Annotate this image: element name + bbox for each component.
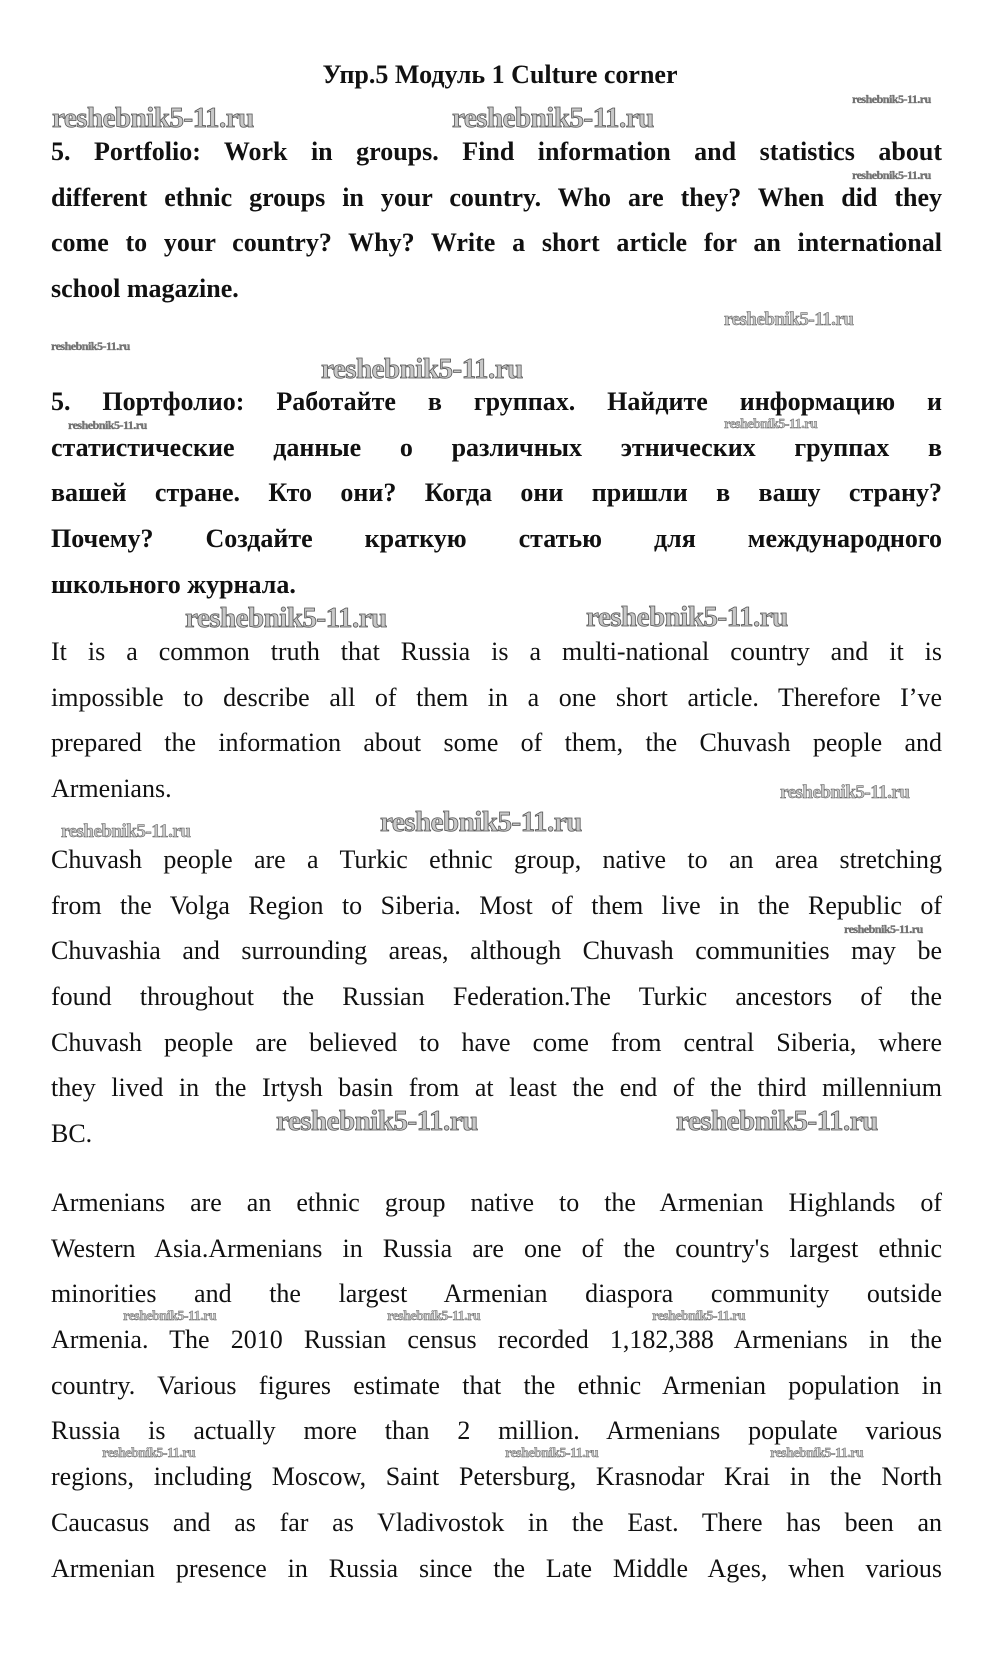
- article-line: Armenians.: [51, 774, 172, 804]
- watermark: reshebnik5-11.ru: [52, 102, 254, 134]
- watermark: reshebnik5-11.ru: [770, 1446, 864, 1461]
- task-line: вашей стране. Кто они? Когда они пришли в вашу страну?: [51, 478, 942, 508]
- watermark: reshebnik5-11.ru: [123, 1309, 217, 1324]
- task-line: 5. Portfolio: Work in groups. Find information and statistics about: [51, 137, 942, 166]
- page-title: Упр.5 Модуль 1 Culture corner: [322, 60, 678, 89]
- watermark: reshebnik5-11.ru: [380, 806, 582, 838]
- article-line: prepared the information about some of them, the Chuvash people and: [51, 728, 942, 758]
- watermark: reshebnik5-11.ru: [724, 309, 854, 330]
- watermark: reshebnik5-11.ru: [387, 1309, 481, 1324]
- article-line: Armenia. The 2010 Russian census recorded 1,182,388 Armenians in the: [51, 1325, 942, 1355]
- article-line: Caucasus and as far as Vladivostok in the East. There has been an: [51, 1507, 942, 1537]
- watermark: reshebnik5-11.ru: [321, 353, 523, 385]
- task-line: Почему? Создайте краткую статью для международного: [51, 524, 942, 554]
- watermark: reshebnik5-11.ru: [676, 1105, 878, 1137]
- watermark: reshebnik5-11.ru: [852, 92, 931, 106]
- article-line: Chuvash people are a Turkic ethnic group, native to an area stretching: [51, 845, 942, 874]
- watermark: reshebnik5-11.ru: [724, 417, 818, 432]
- article-line: impossible to describe all of them in a one short article. Therefore I’ve: [51, 682, 942, 712]
- task-line: 5. Портфолио: Работайте в группах. Найдите информацию и: [51, 387, 942, 416]
- task-line: school magazine.: [51, 274, 239, 304]
- article-line: Russia is actually more than 2 million. Armenians populate various: [51, 1416, 942, 1446]
- article-line: Chuvashia and surrounding areas, although Chuvash communities may be: [51, 936, 942, 966]
- watermark: reshebnik5-11.ru: [61, 821, 191, 842]
- watermark: reshebnik5-11.ru: [452, 102, 654, 134]
- watermark: reshebnik5-11.ru: [780, 782, 910, 803]
- article-line: they lived in the Irtysh basin from at least the end of the third millennium: [51, 1073, 942, 1103]
- watermark: reshebnik5-11.ru: [276, 1105, 478, 1137]
- task-line: come to your country? Why? Write a short article for an international: [51, 228, 942, 258]
- watermark: reshebnik5-11.ru: [844, 922, 923, 936]
- watermark: reshebnik5-11.ru: [505, 1446, 599, 1461]
- article-paragraph-3: [51, 1188, 942, 1599]
- article-line: found throughout the Russian Federation.The Turkic ancestors of the: [51, 982, 942, 1012]
- watermark: reshebnik5-11.ru: [185, 602, 387, 634]
- task-line: статистические данные о различных этнических группах в: [51, 432, 942, 462]
- watermark: reshebnik5-11.ru: [102, 1446, 196, 1461]
- article-line: Armenians are an ethnic group native to the Armenian Highlands of: [51, 1188, 942, 1217]
- article-line: Western Asia.Armenians in Russia are one of the country's largest ethnic: [51, 1233, 942, 1263]
- article-line: BC.: [51, 1119, 93, 1149]
- article-line: from the Volga Region to Siberia. Most of them live in the Republic of: [51, 890, 942, 920]
- article-line: country. Various figures estimate that the ethnic Armenian population in: [51, 1370, 942, 1400]
- article-line: Chuvash people are believed to have come from central Siberia, where: [51, 1027, 942, 1057]
- watermark: reshebnik5-11.ru: [852, 168, 931, 182]
- article-line: regions, including Moscow, Saint Petersburg, Krasnodar Krai in the North: [51, 1462, 942, 1492]
- task-line: школьного журнала.: [51, 569, 296, 599]
- task-english: [51, 137, 942, 320]
- task-line: different ethnic groups in your country. Who are they? When did they: [51, 182, 942, 212]
- watermark: reshebnik5-11.ru: [586, 601, 788, 633]
- article-line: It is a common truth that Russia is a multi-national country and it is: [51, 637, 942, 666]
- watermark: reshebnik5-11.ru: [51, 339, 130, 353]
- watermark: reshebnik5-11.ru: [652, 1309, 746, 1324]
- article-line: Armenian presence in Russia since the Late Middle Ages, when various: [51, 1553, 942, 1583]
- article-line: minorities and the largest Armenian diaspora community outside: [51, 1279, 942, 1309]
- watermark: reshebnik5-11.ru: [68, 418, 147, 432]
